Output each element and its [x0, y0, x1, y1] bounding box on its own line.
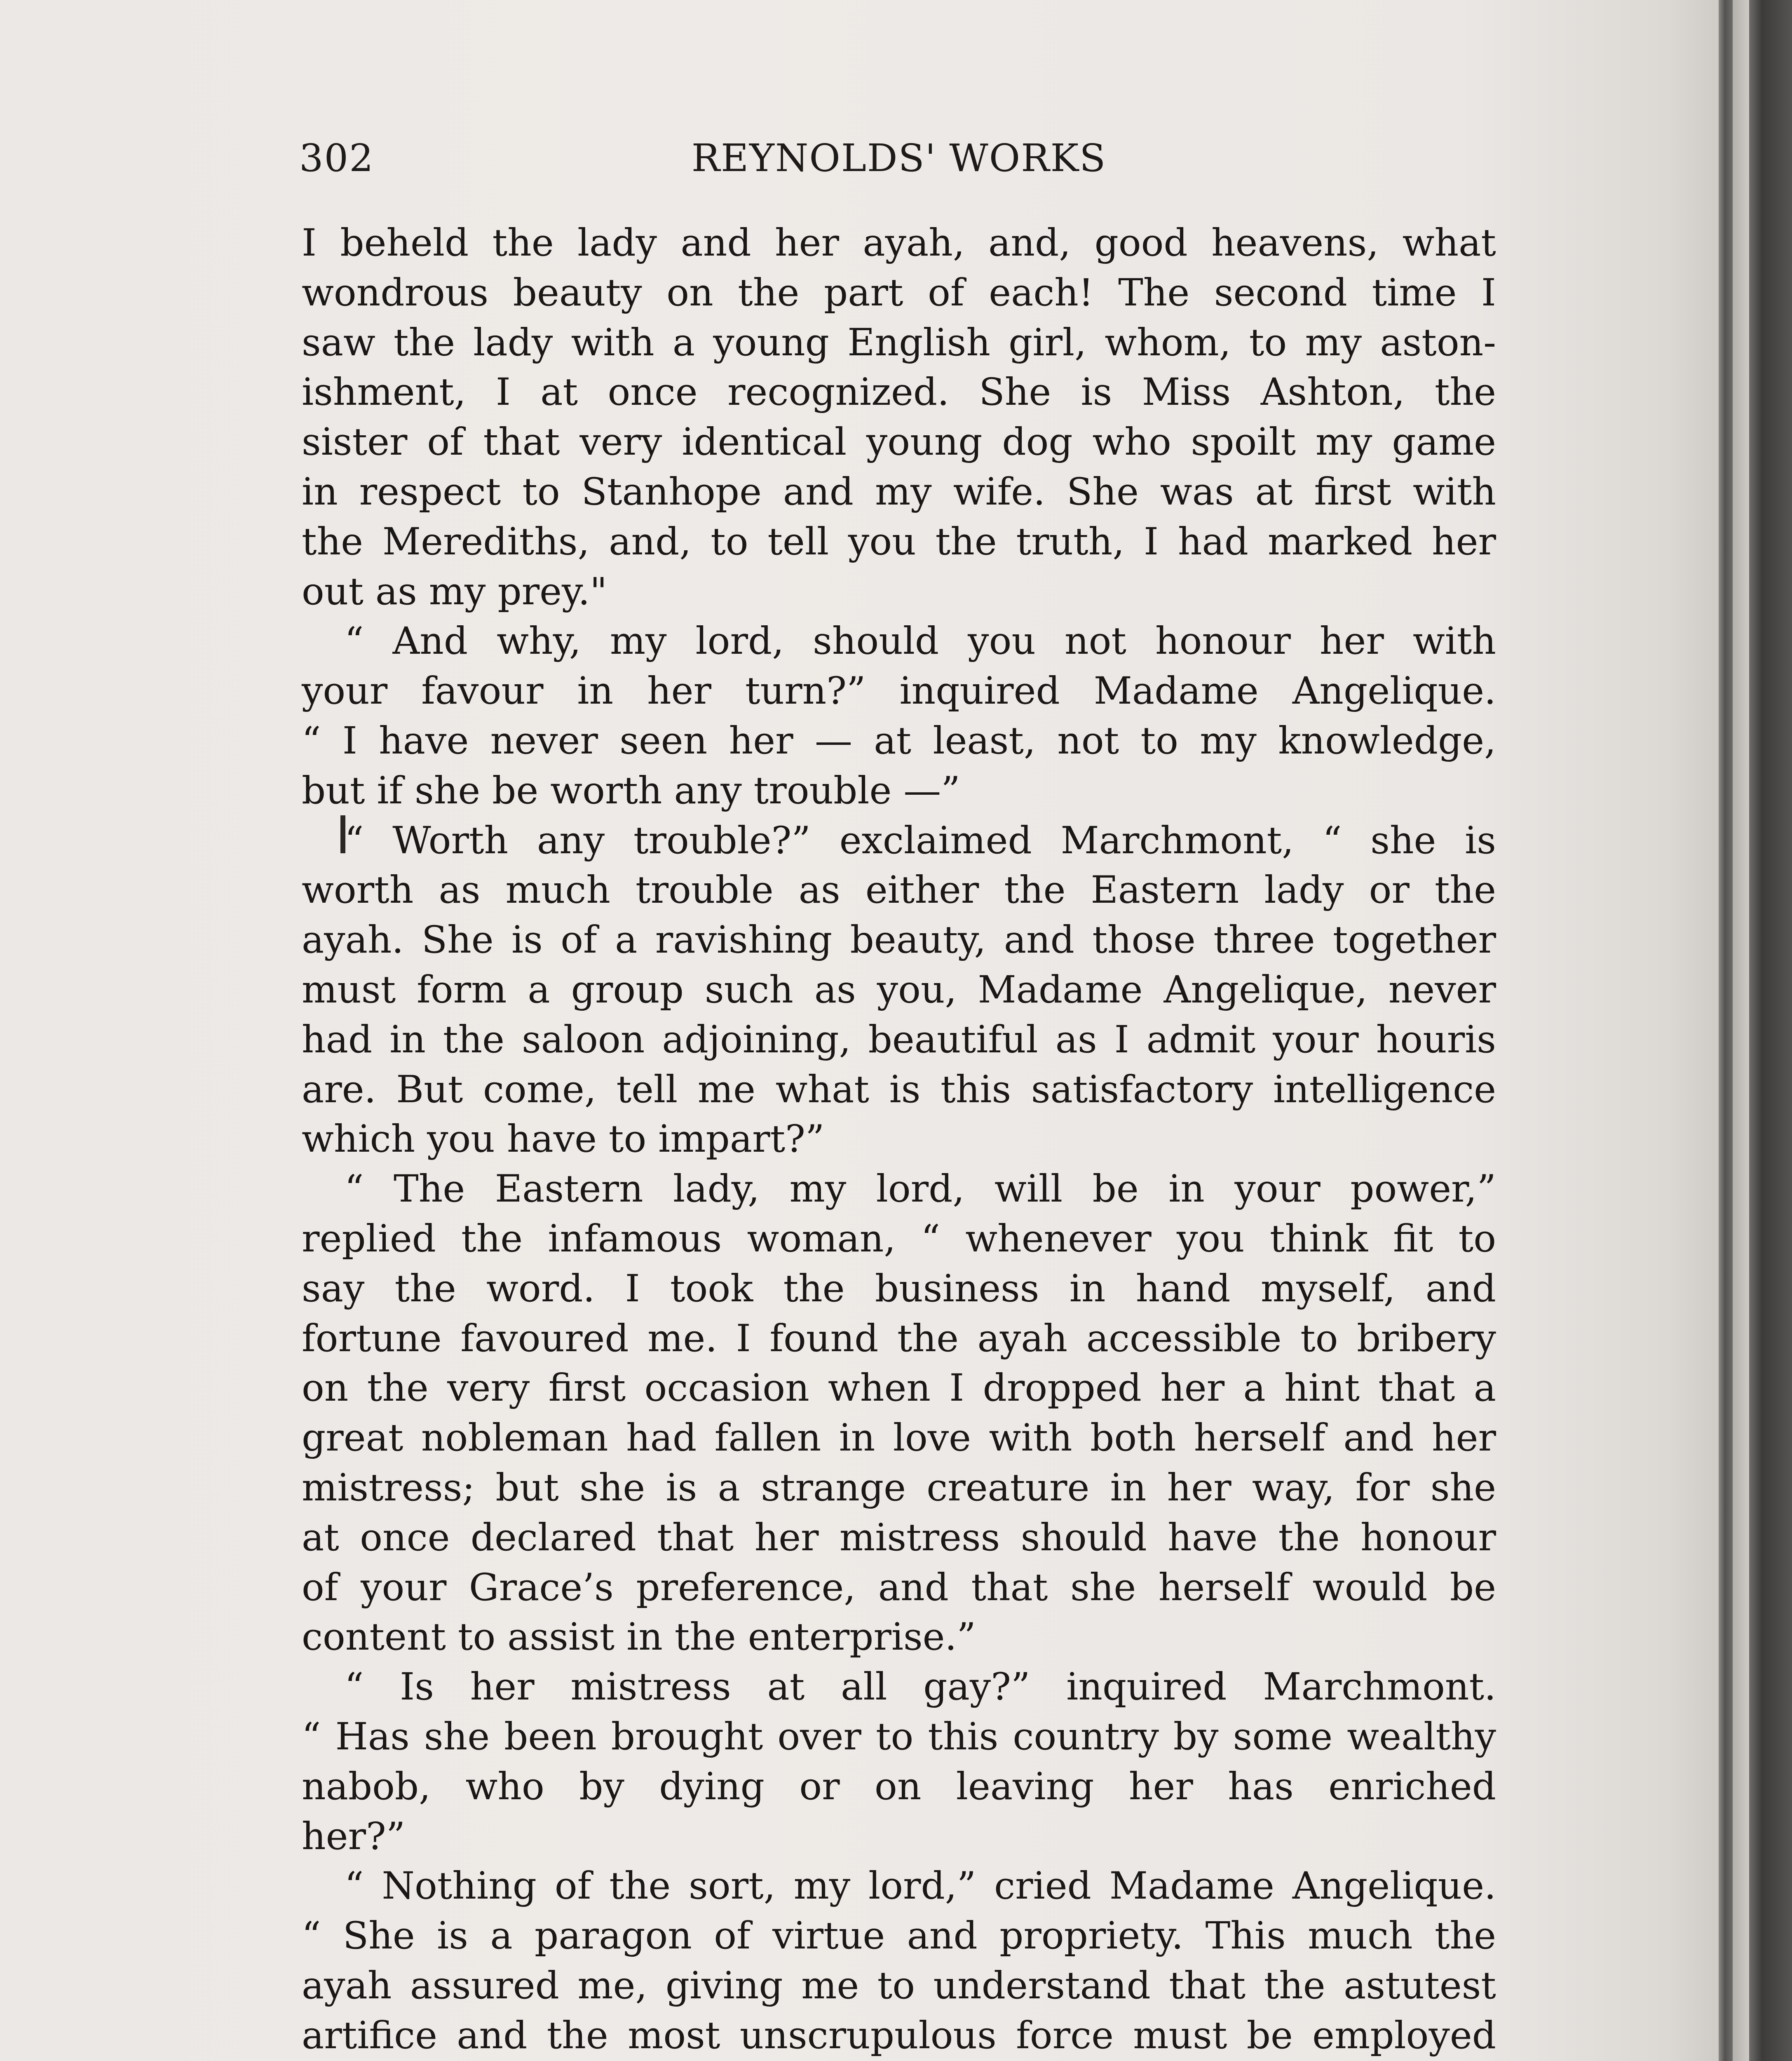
text-line: great nobleman had fallen in love with both herself and her — [302, 1416, 1496, 1460]
text-line: saw the lady with a young English girl, whom, to my aston- — [302, 321, 1496, 364]
text-line: “ Worth any trouble?” exclaimed Marchmont, “ she is — [345, 819, 1496, 862]
text-line: “ The Eastern lady, my lord, will be in your power,” — [345, 1167, 1496, 1211]
text-line: but if she be worth any trouble —” — [302, 769, 960, 812]
text-line: “ And why, my lord, should you not honour her with — [345, 620, 1496, 663]
text-line: had in the saloon adjoining, beautiful as I admit your houris — [302, 1018, 1496, 1061]
text-line: “ Is her mistress at all gay?” inquired Marchmont. — [345, 1665, 1496, 1709]
text-line: mistress; but she is a strange creature in her way, for she — [302, 1466, 1496, 1509]
text-line: ishment, I at once recognized. She is Miss Ashton, the — [302, 371, 1496, 414]
text-line: worth as much trouble as either the Eastern lady or the — [302, 869, 1496, 912]
text-line: nabob, who by dying or on leaving her has enriched — [302, 1765, 1496, 1808]
page-edge — [1733, 0, 1749, 2061]
text-line: sister of that very identical young dog who spoilt my game — [302, 420, 1496, 464]
text-line: out as my prey." — [302, 570, 607, 613]
text-line: say the word. I took the business in hand myself, and — [302, 1267, 1496, 1310]
text-line: at once declared that her mistress should have the honour — [302, 1516, 1496, 1559]
text-line: on the very first occasion when I dropped her a hint that a — [302, 1366, 1496, 1410]
body-text — [302, 218, 1496, 2061]
text-line: are. But come, tell me what is this satisfactory intelligence — [302, 1068, 1496, 1111]
text-line: “ Has she been brought over to this country by some wealthy — [302, 1715, 1496, 1758]
text-line: “ She is a paragon of virtue and propriety. This much the — [302, 1914, 1496, 1958]
text-line: wondrous beauty on the part of each! The second time I — [302, 271, 1496, 315]
text-line: her?” — [302, 1815, 406, 1858]
text-line: ayah. She is of a ravishing beauty, and those three together — [302, 918, 1496, 962]
text-line: must form a group such as you, Madame Angelique, never — [302, 968, 1496, 1012]
text-line: fortune favoured me. I found the ayah accessible to bribery — [302, 1317, 1496, 1360]
text-line: ayah assured me, giving me to understand that the astutest — [302, 1964, 1496, 2007]
page-number: 302 — [299, 136, 374, 180]
text-line: your favour in her turn?” inquired Madame Angelique. — [302, 669, 1496, 713]
text-line: which you have to impart?” — [302, 1117, 825, 1161]
text-line: “ I have never seen her — at least, not to my knowledge, — [302, 719, 1496, 763]
running-head: REYNOLDS' WORKS — [691, 136, 1107, 180]
text-line: replied the infamous woman, “ whenever you think fit to — [302, 1217, 1496, 1261]
text-line: content to assist in the enterprise.” — [302, 1615, 976, 1659]
text-line: “ Nothing of the sort, my lord,” cried Madame Angelique. — [345, 1864, 1496, 1908]
text-line: in respect to Stanhope and my wife. She was at first with — [302, 470, 1496, 514]
binding-edge — [1719, 0, 1733, 2061]
text-line: I beheld the lady and her ayah, and, good heavens, what — [302, 221, 1496, 265]
text-line: of your Grace’s preference, and that she herself would be — [302, 1566, 1496, 1609]
cover-edge — [1749, 0, 1792, 2061]
text-line: artifice and the most unscrupulous force must be employed — [302, 2014, 1496, 2057]
page-header — [299, 124, 1499, 190]
text-line: the Merediths, and, to tell you the truth, I had marked her — [302, 520, 1496, 563]
